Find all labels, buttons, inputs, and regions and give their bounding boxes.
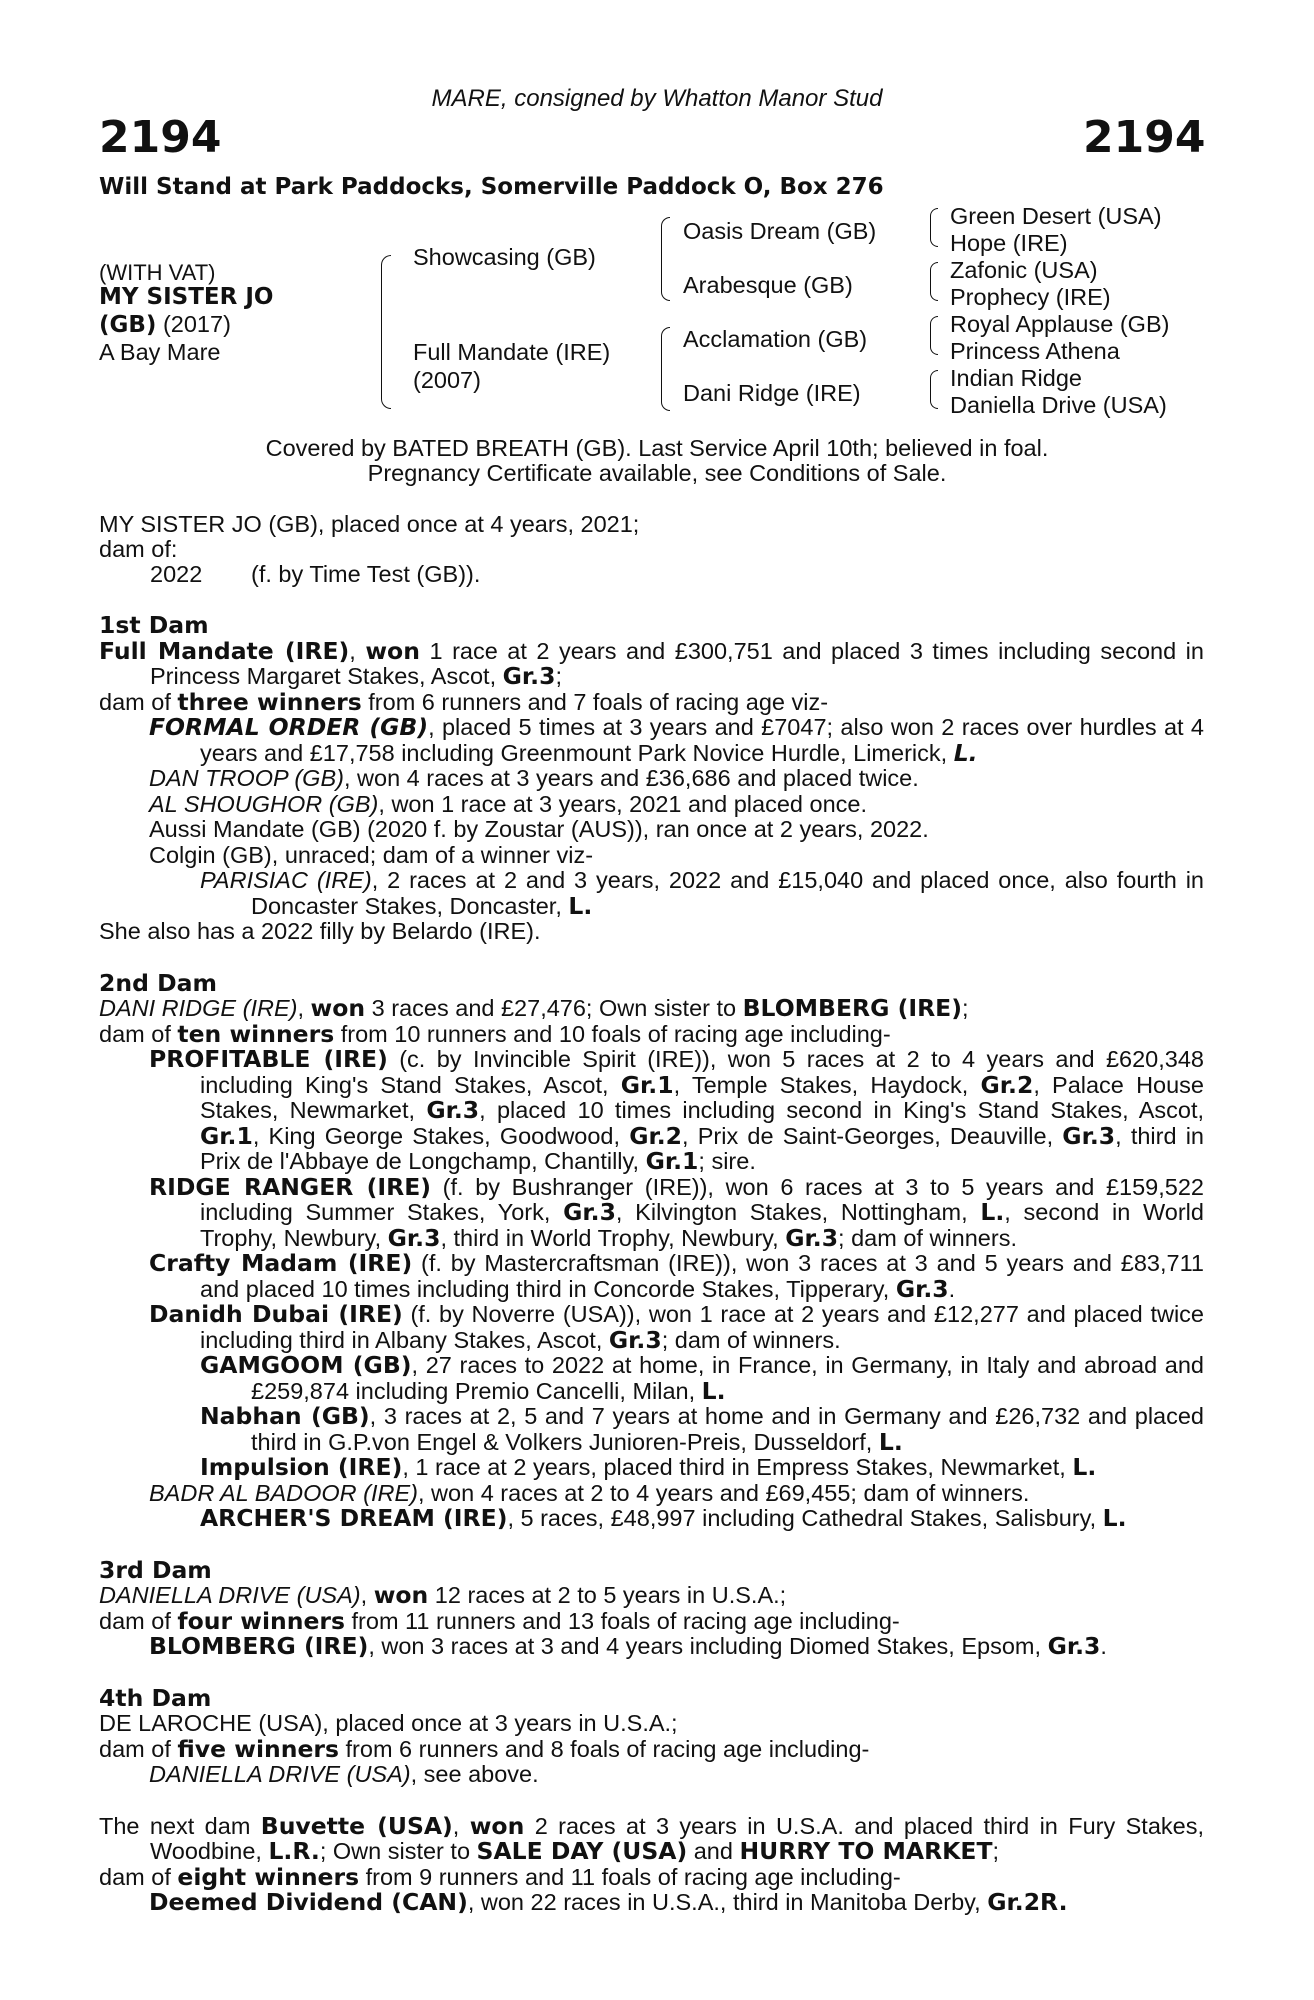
pedigree-gen2-item: Arabesque (GB) — [683, 272, 853, 298]
entry-text: , Prix de Saint-Georges, Deauville, — [682, 1122, 1063, 1149]
dam-section — [99, 1811, 1204, 1916]
entry-text: , — [360, 1582, 374, 1608]
pedigree-brace-g3 — [930, 316, 938, 355]
bold-text: BLOMBERG (IRE) — [742, 994, 962, 1022]
pedigree-gen2-item: Oasis Dream (GB) — [683, 218, 877, 244]
pedigree-brace-g1 — [930, 208, 938, 247]
pedigree-dam: Full Mandate (IRE) — [413, 339, 611, 365]
entry-text: , — [452, 1812, 470, 1839]
produce-entry — [99, 1172, 1204, 1252]
bold-text: BLOMBERG (IRE) — [149, 1632, 369, 1660]
italic-text: PARISIAC (IRE) — [200, 867, 372, 893]
entry-text: (f. by Noverre (USA)), won 1 race at 2 years and £12,277 and placed twice including third in Albany Stakes, Ascot, — [200, 1301, 1204, 1353]
horse-origin-year — [99, 312, 231, 339]
pedigree-brace-main — [381, 255, 391, 409]
entry-text: 1 race at 2 years and £300,751 and placed 3 times including second in Princess Margaret Stakes, Ascot, — [150, 637, 1204, 689]
vat-status: (WITH VAT) — [99, 260, 216, 285]
bold-text: Impulsion (IRE) — [200, 1453, 403, 1481]
italic-text: DANIELLA DRIVE (USA) — [99, 1582, 361, 1608]
entry-text: , Temple Stakes, Haydock, — [673, 1071, 981, 1098]
bold-text: Gr.3 — [502, 662, 556, 690]
dam-heading: 1st Dam — [99, 611, 209, 639]
entry-text: , won 4 races at 2 to 4 years and £69,455; dam of winners. — [418, 1479, 1030, 1506]
covered-line: Covered by BATED BREATH (GB). Last Service April 10th; believed in foal. — [265, 435, 1049, 461]
bold-text: RIDGE RANGER (IRE) — [149, 1172, 432, 1201]
pedigree-gen3-item: Zafonic (USA) — [950, 257, 1098, 283]
produce-year: 2022 — [150, 561, 203, 587]
entry-text: from 10 runners and 10 foals of racing age including- — [334, 1020, 891, 1047]
bold-text: GAMGOOM (GB) — [200, 1351, 412, 1379]
produce-entry — [99, 1811, 1204, 1865]
produce-description: (f. by Time Test (GB)). — [251, 561, 481, 587]
entry-text: from 11 runners and 13 foals of racing age including- — [345, 1607, 900, 1634]
bold-text: ten winners — [177, 1019, 335, 1048]
entry-text: DE LAROCHE (USA), placed once at 3 years in U.S.A.; — [99, 1710, 678, 1736]
produce-entry — [99, 1634, 1204, 1660]
bold-text: Gr.3 — [895, 1274, 949, 1303]
bold-text: FORMAL ORDER (GB) — [149, 713, 429, 741]
entry-text: , — [297, 995, 311, 1021]
pedigree-sire: Showcasing (GB) — [413, 244, 596, 270]
produce-entry — [99, 636, 1204, 690]
italic-text: DANI RIDGE (IRE) — [99, 995, 298, 1021]
entry-text: , 5 races, £48,997 including Cathedral Stakes, Salisbury, — [507, 1505, 1103, 1531]
pedigree-gen3-item: Princess Athena — [950, 338, 1120, 364]
bold-text: Gr.3 — [785, 1223, 839, 1252]
bold-text: Crafty Madam (IRE) — [149, 1249, 413, 1277]
entry-text: , third in Prix de l'Abbaye de Longchamp, Chantilly, — [200, 1122, 1204, 1174]
bold-text: L. — [980, 1198, 1005, 1226]
produce-entry — [99, 1606, 1204, 1635]
entry-text: from 6 runners and 7 foals of racing age viz- — [361, 688, 829, 715]
entry-text: , King George Stakes, Goodwood, — [252, 1122, 630, 1149]
bold-text: Danidh Dubai (IRE) — [149, 1300, 403, 1328]
produce-entry — [99, 792, 1204, 818]
entry-text: 2 races at 3 years in U.S.A. and placed third in Fury Stakes, Woodbine, — [150, 1812, 1204, 1864]
bold-text: Gr.1 — [620, 1070, 674, 1099]
bold-text: Nabhan (GB) — [200, 1402, 370, 1430]
bold-text: won — [373, 1581, 429, 1609]
pedigree-gen2-item: Dani Ridge (IRE) — [683, 380, 861, 406]
pedigree-gen2-item: Acclamation (GB) — [683, 326, 868, 352]
section-gap — [99, 1660, 1204, 1686]
entry-text: dam of — [99, 1020, 178, 1047]
bold-text: Gr.1 — [200, 1121, 253, 1150]
lot-number-left: 2194 — [99, 112, 222, 163]
bold-text: three winners — [177, 687, 362, 716]
entry-text: ; — [555, 663, 562, 689]
produce-entry — [99, 1862, 1204, 1891]
bold-text: L. — [953, 738, 978, 767]
bold-text: eight winners — [177, 1862, 360, 1891]
pedigree-dam-year: (2007) — [413, 367, 481, 393]
bold-text: Gr.2 — [629, 1121, 683, 1150]
bold-text: PROFITABLE (IRE) — [149, 1045, 388, 1073]
bold-text: Full Mandate (IRE) — [99, 636, 350, 665]
entry-text: ; — [992, 1838, 1000, 1864]
italic-text: DAN TROOP (GB) — [149, 765, 344, 791]
dam-heading: 2nd Dam — [99, 968, 217, 997]
bold-text: Gr.3 — [1062, 1121, 1116, 1150]
stand-location: Will Stand at Park Paddocks, Somerville Paddock O, Box 276 — [99, 174, 884, 200]
pregnancy-line: Pregnancy Certificate available, see Conditions of Sale. — [367, 460, 947, 486]
bold-text: Gr.1 — [645, 1147, 699, 1175]
entry-text: Aussi Mandate (GB) (2020 f. by Zoustar (AUS)), ran once at 2 years, 2022. — [149, 816, 929, 842]
intro-dam-of: dam of: — [99, 536, 178, 562]
entry-text: and — [687, 1838, 740, 1864]
produce-entry — [99, 843, 1204, 869]
pedigree-brace-dam — [661, 327, 670, 411]
entry-text: (f. by Mastercraftsman (IRE)), won 3 races at 3 and 5 years and £83,711 and placed 10 times including third in Concorde Stakes, Tipperary, — [200, 1250, 1204, 1302]
produce-entry — [99, 687, 1204, 716]
intro-line: MY SISTER JO (GB), placed once at 4 years, 2021; — [99, 511, 640, 537]
bold-text: L. — [1072, 1453, 1097, 1481]
bold-text: won — [310, 994, 366, 1022]
entry-text: ; dam of winners. — [838, 1224, 1017, 1251]
entry-text: 12 races at 2 to 5 years in U.S.A.; — [428, 1582, 787, 1608]
bold-text: Buvette (USA) — [260, 1811, 453, 1840]
produce-entry — [99, 1047, 1204, 1175]
entry-text: , second in World Trophy, Newbury, — [200, 1199, 1204, 1251]
bold-text: Gr.3 — [563, 1198, 616, 1226]
entry-text: , — [349, 637, 366, 664]
bold-text: Gr.2 — [980, 1070, 1034, 1099]
produce-entry — [99, 1890, 1204, 1916]
entry-text: dam of — [99, 688, 178, 715]
produce-entry — [99, 1302, 1204, 1353]
section-gap — [99, 945, 1204, 971]
dam-section — [99, 1555, 1204, 1660]
produce-entry — [99, 1762, 1204, 1788]
horse-description: A Bay Mare — [99, 339, 221, 365]
pedigree-gen3-item: Indian Ridge — [950, 365, 1082, 391]
bold-text: Gr.3 — [387, 1223, 441, 1252]
section-gap — [99, 1788, 1204, 1814]
entry-text: ; dam of winners. — [661, 1326, 841, 1353]
bold-text: Gr.3 — [426, 1096, 480, 1124]
entry-text: She also has a 2022 filly by Belardo (IRE). — [99, 918, 541, 944]
entry-text: , Palace House Stakes, Newmarket, — [200, 1071, 1204, 1123]
italic-text: BADR AL BADOOR (IRE) — [149, 1479, 418, 1506]
produce-entry — [99, 1583, 1204, 1609]
entry-text: , see above. — [410, 1761, 539, 1787]
entry-text: dam of — [99, 1607, 178, 1634]
pedigree-gen3-item: Daniella Drive (USA) — [950, 392, 1167, 418]
dam-heading: 3rd Dam — [99, 1555, 212, 1584]
produce-entry — [99, 1481, 1204, 1507]
bold-text: L. — [1102, 1504, 1127, 1532]
produce-entry — [99, 1455, 1204, 1481]
bold-text: L. — [701, 1376, 726, 1405]
bold-text: Deemed Dividend (CAN) — [149, 1888, 468, 1916]
lot-number-right: 2194 — [1083, 112, 1206, 163]
bold-text: L.R. — [268, 1837, 320, 1865]
entry-text: , won 22 races in U.S.A., third in Manitoba Derby, — [467, 1889, 988, 1915]
entry-text: , Kilvington Stakes, Nottingham, — [615, 1199, 981, 1225]
entry-text: , 2 races at 2 and 3 years, 2022 and £15,040 and placed once, also fourth in Doncaster Stakes, Doncaster, — [251, 867, 1204, 919]
produce-entry — [99, 817, 1204, 843]
entry-text: Colgin (GB), unraced; dam of a winner viz- — [149, 841, 594, 868]
bold-text: five winners — [177, 1734, 339, 1763]
entry-text: ; Own sister to — [319, 1838, 477, 1864]
produce-entry — [99, 1353, 1204, 1404]
entry-text: The next dam — [99, 1812, 261, 1839]
entry-text: , placed 5 times at 3 years and £7047; also won 2 races over hurdles at 4 years and £17,758 including Greenmount Park Novice Hurdle, Limerick, — [200, 714, 1204, 766]
bold-text: HURRY TO MARKET — [739, 1837, 993, 1865]
entry-text: (f. by Bushranger (IRE)), won 6 races at 3 to 5 years and £159,522 including Summer Stakes, York, — [200, 1173, 1204, 1225]
bold-text: won — [469, 1811, 525, 1840]
bold-text: Gr.2R. — [987, 1888, 1068, 1916]
italic-text: AL SHOUGHOR (GB) — [149, 790, 379, 817]
pedigree-gen3-item: Hope (IRE) — [950, 230, 1068, 256]
dam-section — [99, 1683, 1204, 1788]
entry-text: dam of — [99, 1863, 178, 1890]
produce-entry — [99, 1506, 1204, 1532]
bold-text: four winners — [177, 1606, 345, 1635]
entry-text: , 1 race at 2 years, placed third in Empress Stakes, Newmarket, — [402, 1454, 1073, 1480]
entry-text: , placed 10 times including second in King's Stand Stakes, Ascot, — [479, 1097, 1205, 1123]
bold-text: won — [365, 636, 420, 665]
dam-heading: 4th Dam — [99, 1683, 212, 1712]
horse-year: (2017) — [156, 311, 231, 337]
produce-entry — [99, 919, 1204, 945]
entry-text: . — [948, 1275, 956, 1302]
dam-section — [99, 613, 1204, 945]
produce-entry — [99, 996, 1204, 1022]
entry-text: from 9 runners and 11 foals of racing age including- — [359, 1863, 901, 1890]
italic-text: DANIELLA DRIVE (USA) — [149, 1761, 411, 1787]
produce-entry — [99, 715, 1204, 766]
entry-text: , third in World Trophy, Newbury, — [440, 1224, 786, 1251]
pedigree-gen3-item: Royal Applause (GB) — [950, 311, 1170, 337]
entry-text: , 3 races at 2, 5 and 7 years at home and in Germany and £26,732 and placed third in G.P.von Engel & Volkers Junioren-Preis, Dusseldorf, — [251, 1403, 1204, 1455]
bold-text: L. — [878, 1427, 903, 1456]
pedigree-gen3-item: Prophecy (IRE) — [950, 284, 1111, 310]
pedigree-brace-sire — [661, 217, 670, 301]
entry-text: , 27 races to 2022 at home, in France, in Germany, in Italy and abroad and £259,874 including Premio Cancelli, Milan, — [251, 1352, 1205, 1404]
produce-entry — [99, 766, 1204, 792]
consignment-line: MARE, consigned by Whatton Manor Stud — [431, 85, 883, 112]
produce-entry — [99, 1404, 1204, 1455]
entry-text: (c. by Invincible Spirit (IRE)), won 5 races at 2 to 4 years and £620,348 including King's Stand Stakes, Ascot, — [200, 1046, 1204, 1098]
dam-sections — [99, 613, 1204, 1916]
bold-text: L. — [568, 891, 593, 920]
horse-origin: (GB) — [99, 312, 157, 338]
entry-text: dam of — [99, 1735, 178, 1762]
entry-text: 3 races and £27,476; Own sister to — [365, 995, 743, 1021]
bold-text: ARCHER'S DREAM (IRE) — [200, 1504, 508, 1532]
entry-text: , won 1 race at 3 years, 2021 and placed once. — [378, 790, 867, 817]
entry-text: from 6 runners and 8 foals of racing age including- — [338, 1735, 870, 1762]
produce-entry — [99, 1251, 1204, 1302]
section-gap — [99, 1532, 1204, 1558]
entry-text: ; — [961, 995, 969, 1021]
entry-text: . — [1100, 1633, 1107, 1659]
pedigree-gen3-item: Green Desert (USA) — [950, 203, 1162, 229]
produce-entry — [99, 1711, 1204, 1737]
pedigree-brace-g2 — [930, 262, 938, 301]
entry-text: ; sire. — [698, 1148, 756, 1174]
horse-name: MY SISTER JO — [99, 284, 274, 310]
produce-entry — [99, 868, 1204, 919]
bold-text: Gr.3 — [1047, 1632, 1101, 1660]
dam-section — [99, 968, 1205, 1532]
pedigree-brace-g4 — [930, 370, 938, 409]
entry-text: , won 4 races at 3 years and £36,686 and placed twice. — [343, 765, 919, 791]
produce-entry — [99, 1019, 1204, 1048]
entry-text: , won 3 races at 3 and 4 years including Diomed Stakes, Epsom, — [368, 1633, 1048, 1659]
bold-text: Gr.3 — [608, 1325, 662, 1354]
bold-text: SALE DAY (USA) — [476, 1837, 688, 1865]
produce-entry — [99, 1734, 1204, 1763]
